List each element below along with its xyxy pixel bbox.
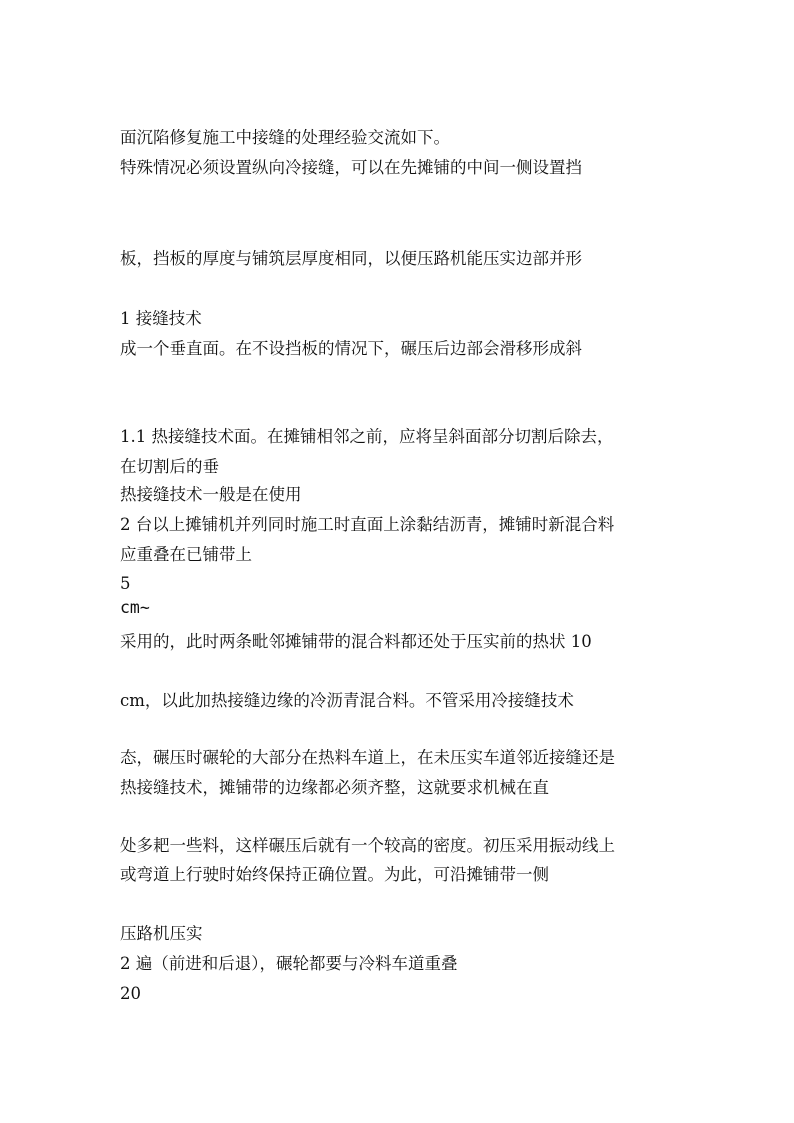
text-line-17: 处多耙一些料，这样碾压后就有一个较高的密度。初压采用振动线上 [120, 836, 615, 855]
text-line-15: 态，碾压时碾轮的大部分在热料车道上，在未压实车道邻近接缝还是 [120, 748, 615, 767]
section-heading-1-1: 1.1 热接缝技术面。在摊铺相邻之前，应将呈斜面部分切割后除去， [120, 427, 614, 446]
text-line-13: 采用的，此时两条毗邻摊铺带的混合料都还处于压实前的热状 10 [120, 632, 592, 651]
text-line-12: cm~ [120, 598, 150, 617]
text-line-14: cm，以此加热接缝边缘的冷沥青混合料。不管采用冷接缝技术 [120, 691, 574, 710]
text-line-21: 20 [120, 984, 141, 1003]
text-line-10: 应重叠在已铺带上 [120, 545, 252, 564]
text-line-2: 特殊情况必须设置纵向冷接缝，可以在先摊铺的中间一侧设置挡 [120, 158, 582, 177]
text-line-8: 热接缝技术一般是在使用 [120, 485, 302, 504]
section-heading-1: 1 接缝技术 [120, 309, 202, 328]
text-line-9: 2 台以上摊铺机并列同时施工时直面上涂黏结沥青，摊铺时新混合料 [120, 515, 615, 534]
text-line-7: 在切割后的垂 [120, 457, 219, 476]
text-line-20: 2 遍（前进和后退），碾轮都要与冷料车道重叠 [120, 954, 458, 973]
text-line-5: 成一个垂直面。在不设挡板的情况下，碾压后边部会滑移形成斜 [120, 339, 582, 358]
text-line-1: 面沉陷修复施工中接缝的处理经验交流如下。 [120, 128, 450, 147]
text-line-18: 或弯道上行驶时始终保持正确位置。为此，可沿摊铺带一侧 [120, 865, 549, 884]
text-line-11: 5 [120, 574, 131, 593]
text-line-3: 板，挡板的厚度与铺筑层厚度相同，以便压路机能压实边部并形 [120, 249, 582, 268]
text-line-19: 压路机压实 [120, 924, 203, 943]
text-line-16: 热接缝技术，摊铺带的边缘都必须齐整，这就要求机械在直 [120, 778, 549, 797]
